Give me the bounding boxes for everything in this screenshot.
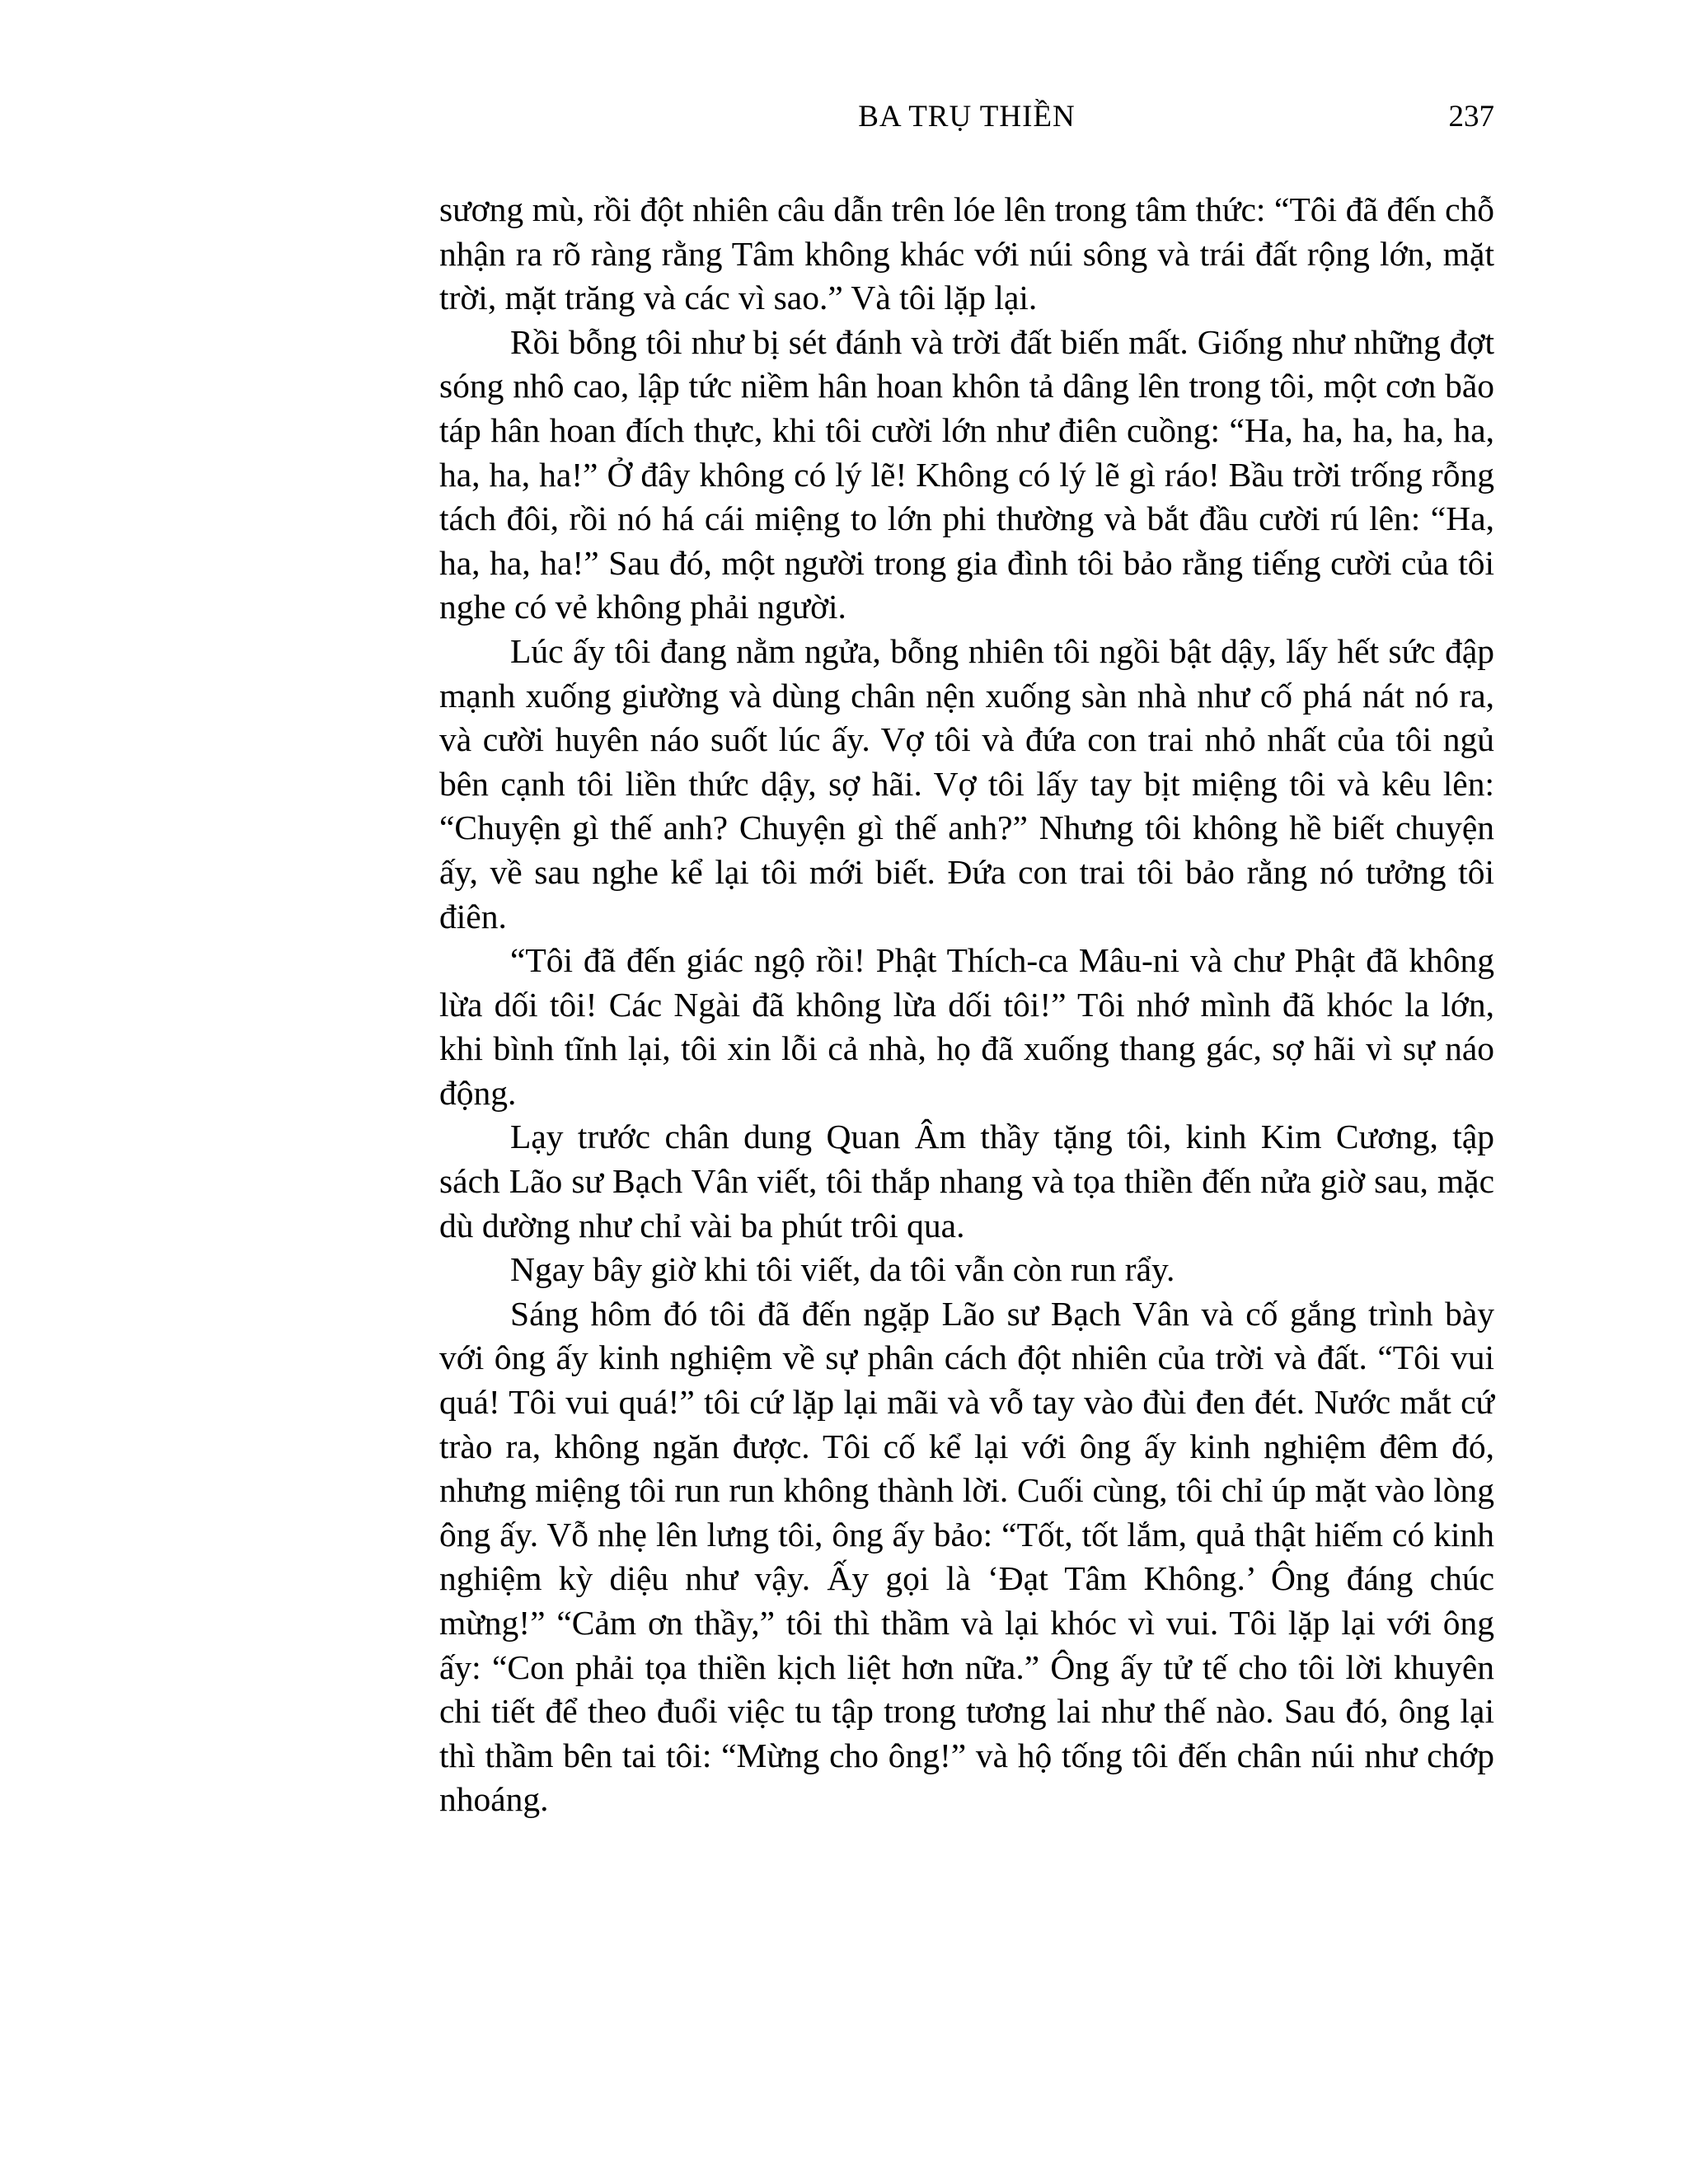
paragraph: Rồi bỗng tôi như bị sét đánh và trời đất biến mất. Giống như những đợt sóng nhô cao, lập tức niềm hân hoan khôn tả dâng lên trong tôi, một cơn bão táp hân hoan đích thực, khi tôi cười lớn như điên cuồng: “Ha, ha, ha, ha, ha, ha, ha, ha!” Ở đây không có lý lẽ! Không có lý lẽ gì ráo! Bầu trời trống rỗng tách đôi, rồi nó há cái miệng to lớn phi thường và bắt đầu cười rú lên: “Ha, ha, ha, ha!” Sau đó, một người trong gia đình tôi bảo rằng tiếng cười của tôi nghe có vẻ không phải người. bbox=[439, 322, 1494, 626]
body-text bbox=[439, 188, 1494, 1822]
page-number: 237 bbox=[1448, 100, 1494, 134]
paragraph: Sáng hôm đó tôi đã đến ngặp Lão sư Bạch Vân và cố gắng trình bày với ông ấy kinh nghiệm về sự phân cách đột nhiên của trời và đất. “Tôi vui quá! Tôi vui quá!” tôi cứ lặp lại mãi và vỗ tay vào đùi đen đét. Nước mắt cứ trào ra, không ngăn được. Tôi cố kể lại với ông ấy kinh nghiệm đêm đó, nhưng miệng tôi run run không thành lời. Cuối cùng, tôi chỉ úp mặt vào lòng ông ấy. Vỗ nhẹ lên lưng tôi, ông ấy bảo: “Tốt, tốt lắm, quả thật hiếm có kinh nghiệm kỳ diệu như vậy. Ấy gọi là ‘Đạt Tâm Không.’ Ông đáng chúc mừng!” “Cảm ơn thầy,” tôi thì thầm và lại khóc vì vui. Tôi lặp lại với ông ấy: “Con phải tọa thiền kịch liệt hơn nữa.” Ông ấy tử tế cho tôi lời khuyên chi tiết để theo đuổi việc tu tập trong tương lai như thế nào. Sau đó, ông lại thì thầm bên tai tôi: “Mừng cho ông!” và hộ tống tôi đến chân núi như chớp nhoáng. bbox=[439, 1294, 1494, 1819]
paragraph: “Tôi đã đến giác ngộ rồi! Phật Thích-ca Mâu-ni và chư Phật đã không lừa dối tôi! Các Ngài đã không lừa dối tôi!” Tôi nhớ mình đã khóc la lớn, khi bình tĩnh lại, tôi xin lỗi cả nhà, họ đã xuống thang gác, sợ hãi vì sự náo động. bbox=[439, 941, 1494, 1112]
paragraph-continued: sương mù, rồi đột nhiên câu dẫn trên lóe lên trong tâm thức: “Tôi đã đến chỗ nhận ra rõ ràng rằng Tâm không khác với núi sông và trái đất rộng lớn, mặt trời, mặt trăng và các vì sao.” Và tôi lặp lại. bbox=[439, 190, 1494, 317]
paragraph: Lạy trước chân dung Quan Âm thầy tặng tôi, kinh Kim Cương, tập sách Lão sư Bạch Vân viết, tôi thắp nhang và tọa thiền đến nửa giờ sau, mặc dù dường như chỉ vài ba phút trôi qua. bbox=[439, 1118, 1494, 1244]
paragraph: Ngay bây giờ khi tôi viết, da tôi vẫn còn run rẩy. bbox=[510, 1250, 1175, 1289]
paragraph: Lúc ấy tôi đang nằm ngửa, bỗng nhiên tôi ngồi bật dậy, lấy hết sức đập mạnh xuống giường và dùng chân nện xuống sàn nhà như cố phá nát nó ra, và cười huyên náo suốt lúc ấy. Vợ tôi và đứa con trai nhỏ nhất của tôi ngủ bên cạnh tôi liền thức dậy, sợ hãi. Vợ tôi lấy tay bịt miệng tôi và kêu lên: “Chuyện gì thế anh? Chuyện gì thế anh?” Nhưng tôi không hề biết chuyện ấy, về sau nghe kể lại tôi mới biết. Đứa con trai tôi bảo rằng nó tưởng tôi điên. bbox=[439, 631, 1494, 935]
running-title: BA TRỤ THIỀN bbox=[858, 100, 1076, 134]
running-header bbox=[439, 97, 1494, 147]
